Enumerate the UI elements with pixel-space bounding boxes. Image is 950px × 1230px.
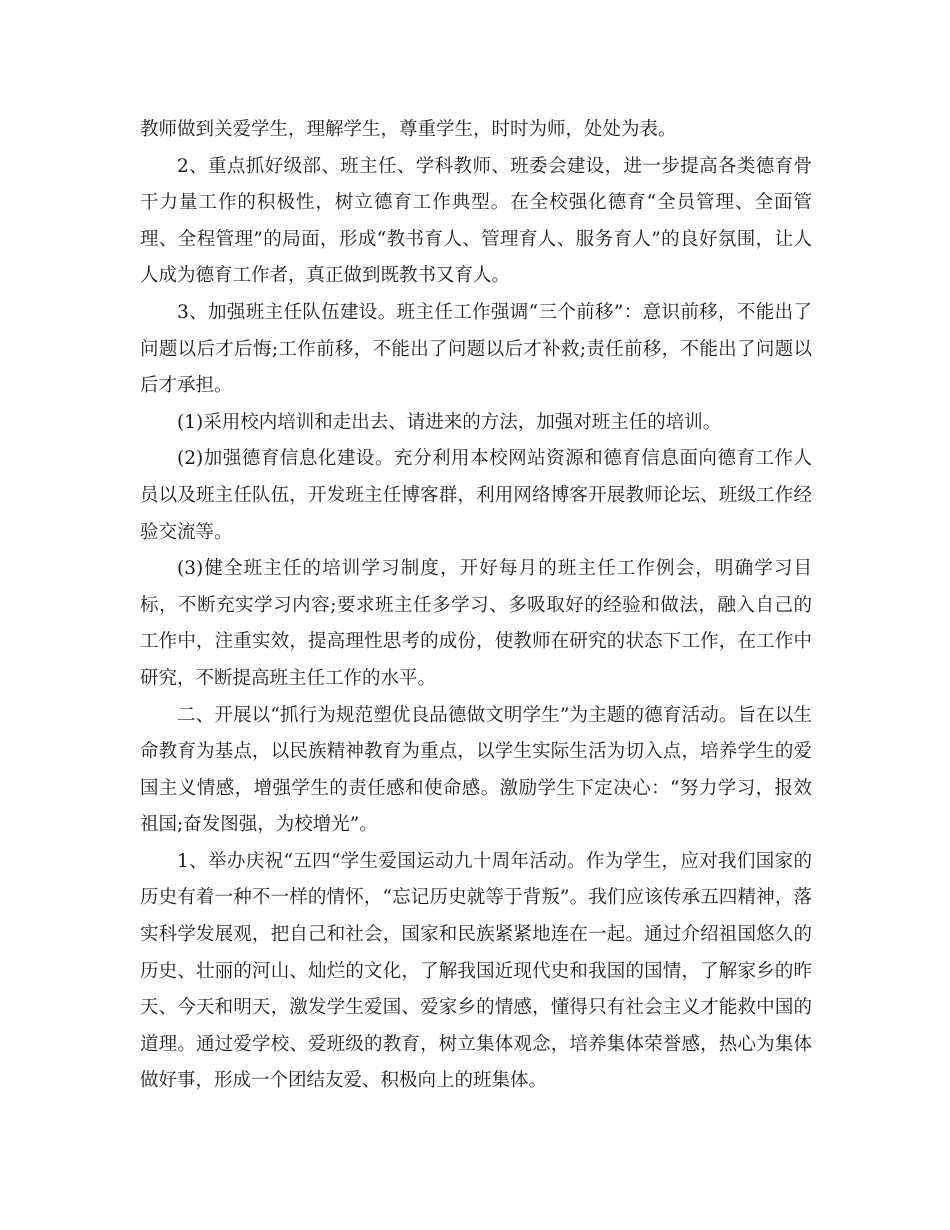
document-body	[140, 112, 812, 1100]
paragraph-subitem-1-training: (1)采用校内培训和走出去、请进来的方法，加强对班主任的培训。	[177, 411, 722, 433]
paragraph-subitem-3-training-system: (3)健全班主任的培训学习制度，开好每月的班主任工作例会，明确学习目标，不断充实学习内容;要求班主任多学习、多吸取好的经验和做法，融入自己的工作中，注重实效，提高理性思考的成份，使教师在研究的状态下工作，在工作中研究，不断提高班主任工作的水平。	[140, 558, 812, 689]
paragraph-item-1-may-fourth: 1、举办庆祝“五四“学生爱国运动九十周年活动。作为学生，应对我们国家的历史有着一种不一样的情怀，“忘记历史就等于背叛”。我们应该传承五四精神，落实科学发展观，把自己和社会，国家和民族紧紧地连在一起。通过介绍祖国悠久的历史、壮丽的河山、灿烂的文化，了解我国近现代史和我国的国情，了解家乡的昨天、今天和明天，激发学生爱国、爱家乡的情感，懂得只有社会主义才能救中国的道理。通过爱学校、爱班级的教育，树立集体观念，培养集体荣誉感，热心为集体做好事，形成一个团结友爱、积极向上的班集体。	[140, 850, 812, 1092]
paragraph-item-3-head-teacher-team: 3、加强班主任队伍建设。班主任工作强调“三个前移”：意识前移，不能出了问题以后才后悔;工作前移，不能出了问题以后才补救;责任前移，不能出了问题以后才承担。	[140, 301, 812, 397]
paragraph-continuation: 教师做到关爱学生，理解学生，尊重学生，时时为师，处处为表。	[140, 119, 677, 140]
paragraph-section-2-moral-activities: 二、开展以“抓行为规范塑优良品德做文明学生”为主题的德育活动。旨在以生命教育为基点，以民族精神教育为重点，以学生实际生活为切入点，培养学生的爱国主义情感，增强学生的责任感和使命感。激励学生下定决心：“努力学习，报效祖国;奋发图强，为校增光”。	[140, 704, 812, 836]
paragraph-item-2-backbone-building: 2、重点抓好级部、班主任、学科教师、班委会建设，进一步提高各类德育骨干力量工作的积极性，树立德育工作典型。在全校强化德育“全员管理、全面管理、全程管理”的局面，形成“教书育人、管理育人、服务育人”的良好氛围，让人人成为德育工作者，真正做到既教书又育人。	[140, 155, 812, 287]
paragraph-subitem-2-informatization: (2)加强德育信息化建设。充分利用本校网站资源和德育信息面向德育工作人员以及班主任队伍，开发班主任博客群，利用网络博客开展教师论坛、班级工作经验交流等。	[140, 448, 812, 543]
